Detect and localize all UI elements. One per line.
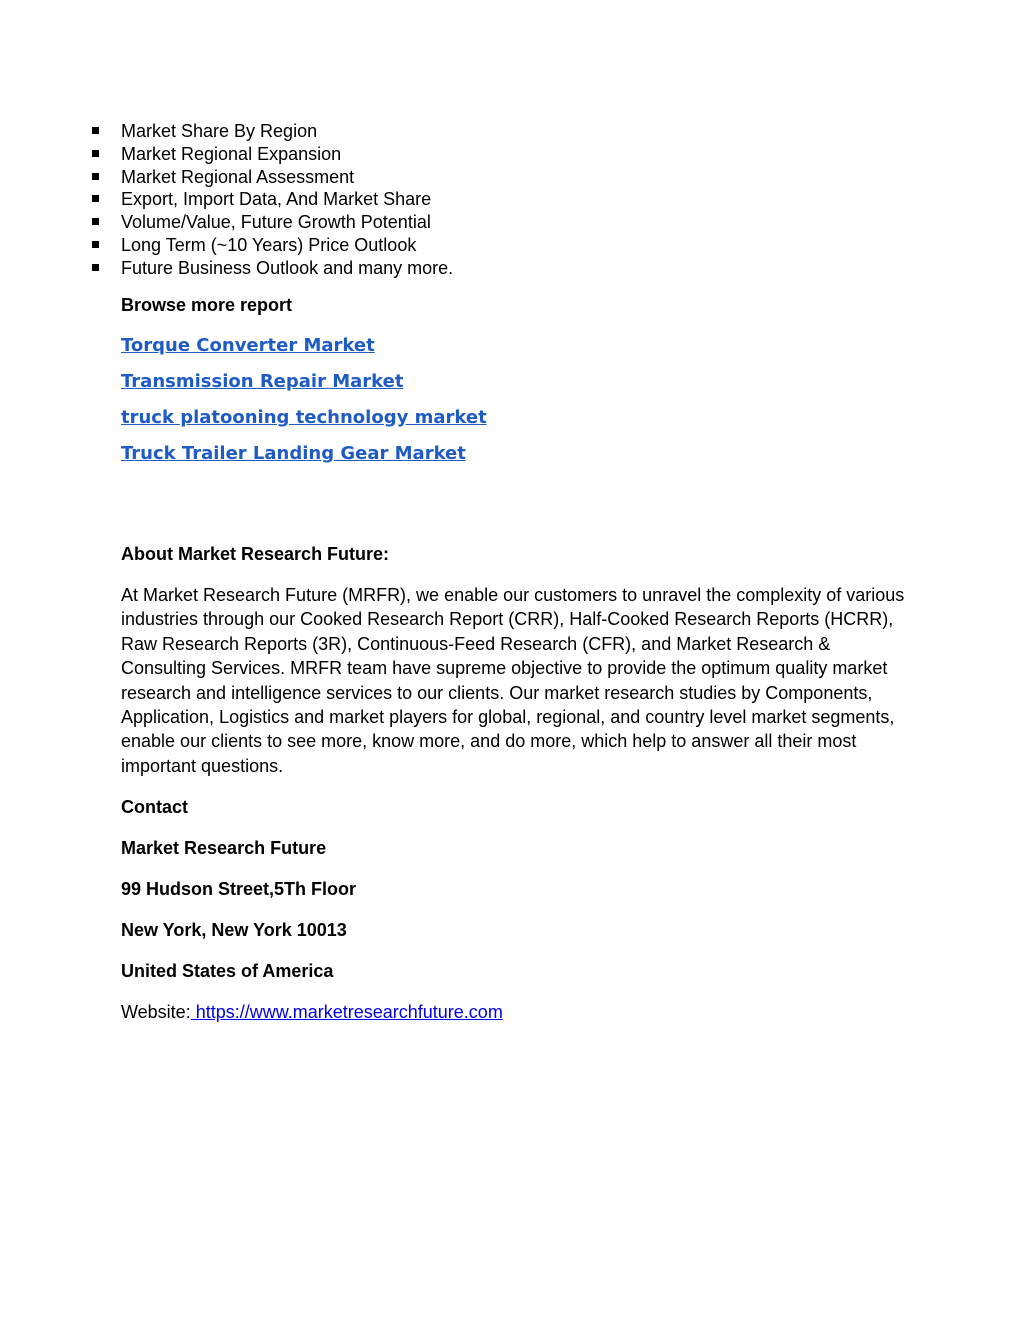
contact-city: New York, New York 10013 (121, 920, 347, 940)
bullet-item (92, 166, 453, 189)
square-bullet-icon (92, 264, 99, 271)
bullet-text: Future Business Outlook and many more. (121, 257, 454, 278)
related-report-links (121, 333, 487, 477)
link-item (121, 405, 487, 441)
square-bullet-icon (92, 173, 99, 180)
bullet-text: Export, Import Data, And Market Share (121, 189, 432, 210)
browse-more-heading: Browse more report (121, 295, 293, 315)
bullet-text: Market Regional Assessment (121, 166, 355, 187)
contact-country: United States of America (121, 961, 334, 981)
link-item (121, 369, 487, 405)
website-label: Website: (121, 1002, 191, 1022)
link-item (121, 333, 487, 369)
bullet-item (92, 188, 453, 211)
contact-street: 99 Hudson Street,5Th Floor (121, 879, 357, 899)
link-truck-platooning-technology-market[interactable]: truck platooning technology market (121, 407, 487, 428)
square-bullet-icon (92, 127, 99, 134)
link-item (121, 441, 487, 477)
bullet-item (92, 211, 453, 234)
link-truck-trailer-landing-gear-market[interactable]: Truck Trailer Landing Gear Market (121, 443, 466, 464)
bullet-item (92, 257, 453, 280)
square-bullet-icon (92, 241, 99, 248)
bullet-text: Market Share By Region (121, 121, 318, 141)
square-bullet-icon (92, 195, 99, 202)
bullet-item (92, 234, 453, 257)
contact-heading: Contact (121, 797, 188, 817)
website-link[interactable]: https://www.marketresearchfuture.com (190, 1002, 503, 1022)
square-bullet-icon (92, 150, 99, 157)
square-bullet-icon (92, 218, 99, 225)
about-paragraph: At Market Research Future (MRFR), we enable our customers to unravel the complexity of various industries through our Cooked Research Report (CRR), Half-Cooked Research Reports (HCRR), Raw Research Reports (3R), Continuous-Feed Research (CFR), and Market Research & Consulting Services. MRFR team have supreme objective to provide the optimum quality market research and intelligence services to our clients. Our market research studies by Components, Application, Logistics and market players for global, regional, and country level market segments, enable our clients to see more, know more, and do more, which help to answer all their most important questions. (121, 585, 905, 776)
website-line (121, 1001, 921, 1023)
link-transmission-repair-market[interactable]: Transmission Repair Market (121, 371, 404, 392)
bullet-item (92, 120, 453, 143)
about-heading: About Market Research Future: (121, 544, 390, 564)
bullet-text: Market Regional Expansion (121, 143, 342, 164)
bullet-text: Volume/Value, Future Growth Potential (121, 212, 431, 233)
bullet-item (92, 143, 453, 166)
link-torque-converter-market[interactable]: Torque Converter Market (121, 335, 375, 356)
contact-company: Market Research Future (121, 838, 327, 858)
feature-bullet-list (92, 120, 453, 280)
bullet-text: Long Term (~10 Years) Price Outlook (121, 234, 417, 255)
